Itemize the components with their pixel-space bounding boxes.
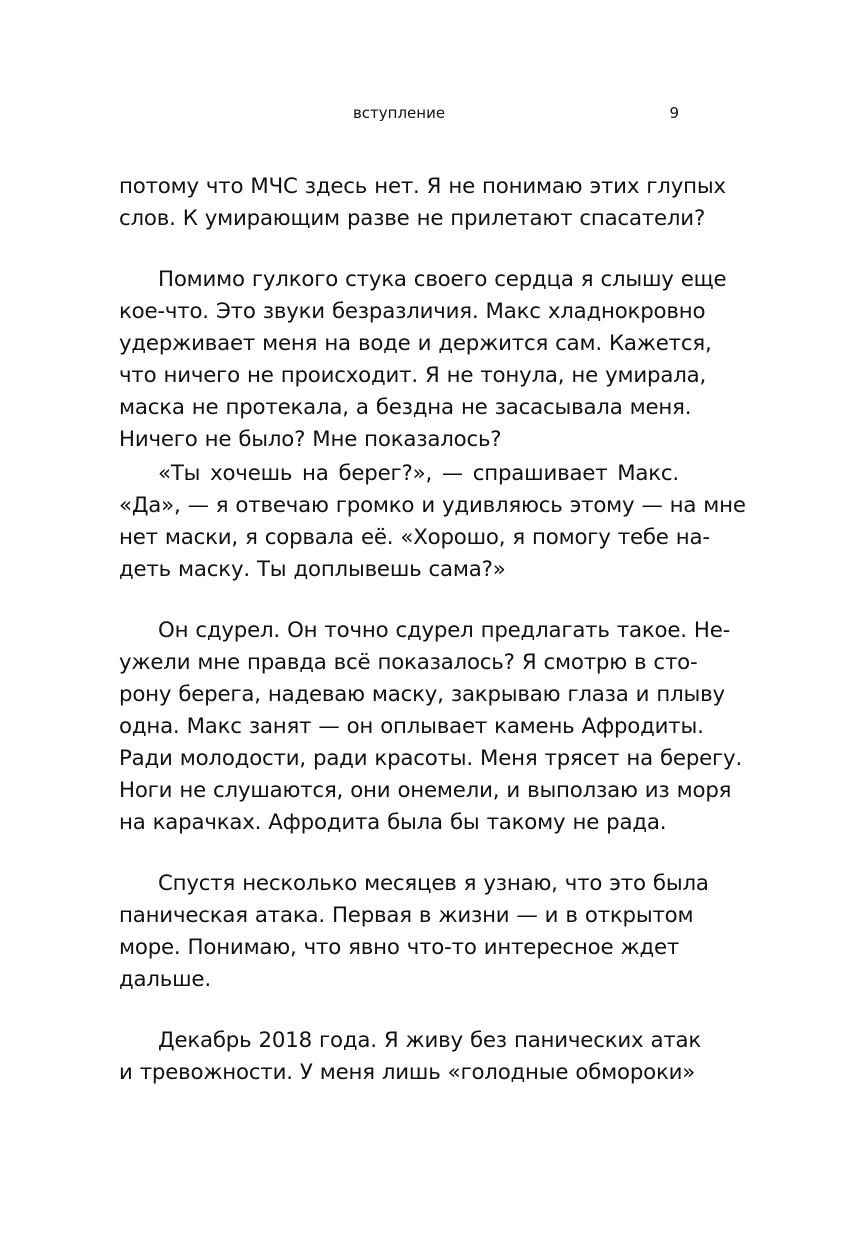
text-line: потому что МЧС здесь нет. Я не понимаю этих глупых: [119, 174, 726, 199]
text-line: ужели мне правда всё показалось? Я смотрю в сто-: [119, 650, 698, 675]
text-line: кое-что. Это звуки безразличия. Макс хладнокровно: [119, 299, 706, 324]
text-line: на карачках. Афродита была бы такому не рада.: [119, 810, 667, 835]
text-line: что ничего не происходит. Я не тонула, не умирала,: [119, 363, 707, 388]
paragraph: [119, 615, 743, 839]
text-line: рону берега, надеваю маску, закрываю глаза и плыву: [119, 682, 725, 707]
running-title: вступление: [352, 104, 446, 122]
text-line: Помимо гулкого стука своего сердца я слышу еще: [158, 267, 727, 292]
text-line: Декабрь 2018 года. Я живу без панических атак: [158, 1028, 702, 1053]
paragraph: [119, 264, 727, 456]
text-line: Ничего не было? Мне показалось?: [119, 427, 502, 452]
text-line: слов. К умирающим разве не прилетают спасатели?: [119, 206, 706, 231]
text-line: маска не протекала, а бездна не засасывала меня.: [119, 395, 692, 420]
text-line: Ради молодости, ради красоты. Меня трясет на берегу.: [119, 746, 743, 771]
page-number: 9: [669, 104, 679, 122]
paragraph: [119, 1025, 702, 1089]
text-line: и тревожности. У меня лишь «голодные обмороки»: [119, 1060, 696, 1085]
text-line: Он сдурел. Он точно сдурел предлагать такое. Не-: [158, 618, 731, 643]
text-line: Спустя несколько месяцев я узнаю, что это была: [158, 871, 709, 896]
text-line: удерживает меня на воде и держится сам. Кажется,: [119, 331, 712, 356]
running-head: [119, 104, 679, 126]
paragraph: [119, 868, 709, 996]
paragraph: [119, 458, 746, 586]
text-line: одна. Макс занят — он оплывает камень Афродиты.: [119, 714, 704, 739]
text-line: море. Понимаю, что явно что-то интересное ждет: [119, 935, 680, 960]
text-line: нет маски, я сорвала её. «Хорошо, я помогу тебе на-: [119, 525, 710, 550]
text-line: Ноги не слушаются, они онемели, и выползаю из моря: [119, 778, 732, 803]
text-line: деть маску. Ты доплывешь сама?»: [119, 557, 506, 582]
text-line: «Да», — я отвечаю громко и удивляюсь этому — на мне: [119, 493, 746, 518]
text-line: дальше.: [119, 967, 211, 992]
text-line: «Ты хочешь на берег?», — спрашивает Макс.: [158, 461, 679, 486]
paragraph: [119, 171, 726, 235]
text-line: паническая атака. Первая в жизни — и в открытом: [119, 903, 694, 928]
body-text: [119, 171, 746, 1089]
